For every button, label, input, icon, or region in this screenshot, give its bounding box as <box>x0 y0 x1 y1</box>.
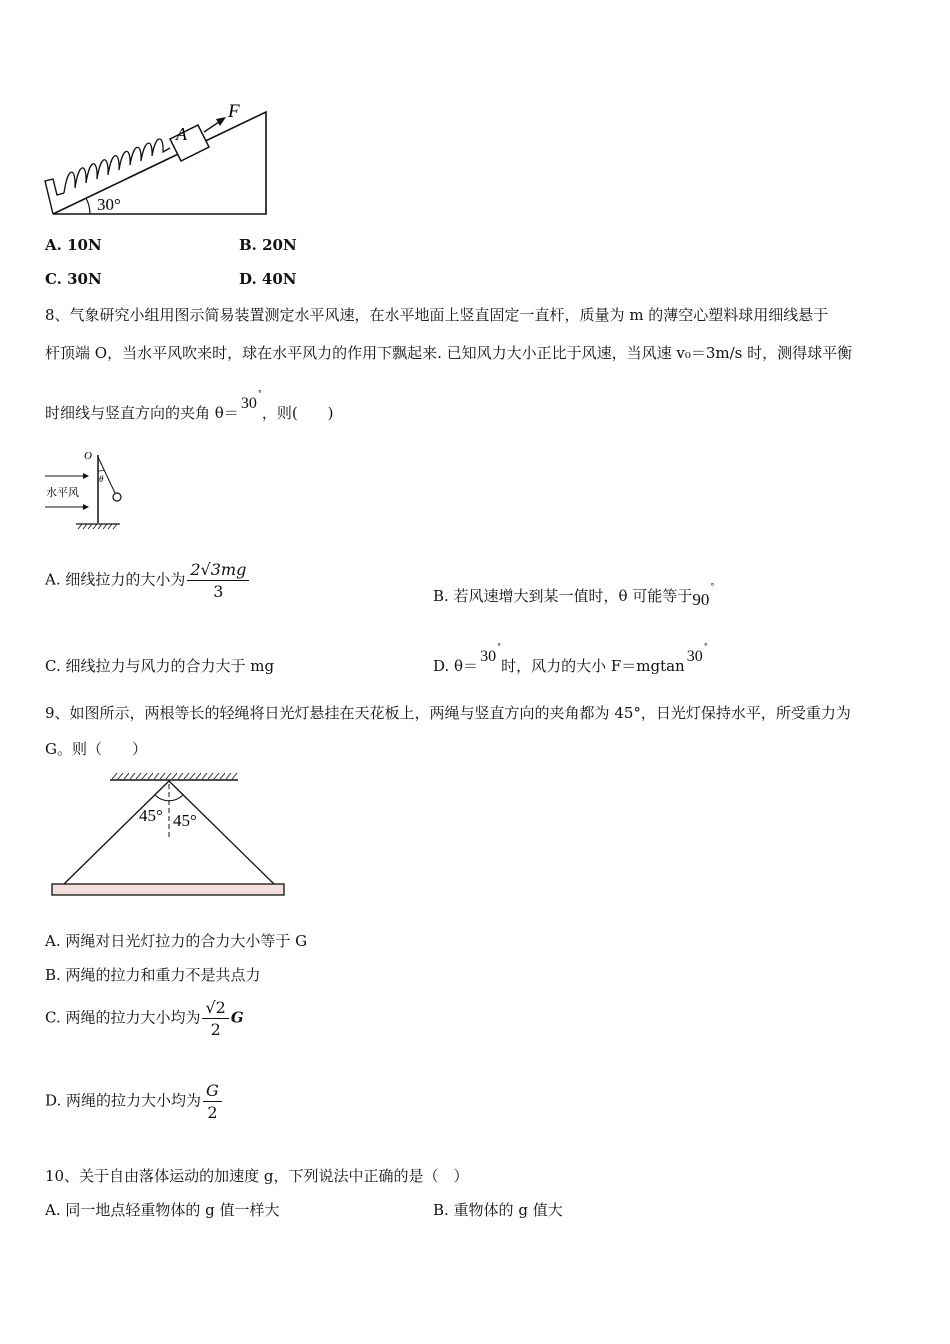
q9-stem-line-2: G。则（ ） <box>45 740 147 758</box>
fraction-root2-over-2 <box>202 998 228 1039</box>
q10-option-b: B. 重物体的 g 值大 <box>433 1201 563 1219</box>
fraction-G-over-2 <box>203 1081 222 1122</box>
block-label: A <box>176 124 187 144</box>
wind-label: 水平风 <box>46 486 79 499</box>
q8-option-d-middle: 时，风力的大小 F＝mgtan <box>501 657 685 675</box>
fraction-numerator: √2 <box>202 998 228 1019</box>
q8-option-a-prefix: A. 细线拉力的大小为 <box>45 570 186 589</box>
q10-stem-line-1: 10、关于自由落体运动的加速度 g，下列说法中正确的是（ ） <box>45 1167 469 1185</box>
angle-value-2: 30 <box>686 648 703 665</box>
pivot-label: O <box>84 450 92 462</box>
q7-option-c: C. 30N <box>45 270 102 288</box>
q8-option-d <box>433 642 708 676</box>
q8-option-a <box>45 560 251 601</box>
q7-option-b: B. 20N <box>239 236 297 254</box>
q9-option-a: A. 两绳对日光灯拉力的合力大小等于 G <box>45 932 308 950</box>
q10-option-a: A. 同一地点轻重物体的 g 值一样大 <box>45 1201 280 1219</box>
q8-stem-line-3-prefix: 时细线与竖直方向的夹角 θ＝ <box>45 404 239 422</box>
q9-option-c <box>45 998 244 1039</box>
q8-option-b-prefix: B. 若风速增大到某一值时，θ 可能等于 <box>433 587 693 605</box>
degree-mark: ° <box>257 389 262 398</box>
q8-stem-line-3-suffix: ，则( ) <box>261 404 334 422</box>
q7-option-a: A. 10N <box>45 236 102 254</box>
lamp-tube <box>52 884 284 895</box>
angle-label: 30° <box>97 195 121 214</box>
q8-option-b <box>433 582 715 609</box>
hanging-lamp-figure <box>48 770 288 900</box>
q7-option-d: D. 40N <box>239 270 297 288</box>
degree-mark: ° <box>710 582 715 591</box>
q9-option-d <box>45 1081 224 1122</box>
degree-mark-2: ° <box>703 642 708 651</box>
angle-value: 30 <box>480 648 497 665</box>
fraction-denominator: 2 <box>210 1020 221 1039</box>
q9-option-c-suffix: G <box>230 1008 244 1027</box>
fraction-denominator: 3 <box>213 582 224 601</box>
wind-pendulum-figure <box>42 447 132 537</box>
degree-mark: ° <box>497 642 502 651</box>
q9-option-b: B. 两绳的拉力和重力不是共点力 <box>45 966 261 984</box>
right-angle-label: 45° <box>173 811 197 830</box>
q9-stem-line-1: 9、如图所示，两根等长的轻绳将日光灯悬挂在天花板上，两绳与竖直方向的夹角都为 45°，日光灯保持水平，所受重力为 <box>45 704 851 722</box>
q8-option-c: C. 细线拉力与风力的合力大于 mg <box>45 657 275 675</box>
q8-stem-line-3 <box>45 389 334 423</box>
incline-spring-figure <box>40 95 275 225</box>
q8-stem-line-1: 8、气象研究小组用图示简易装置测定水平风速，在水平地面上竖直固定一直杆，质量为 m 的薄空心塑料球用细线悬于 <box>45 306 829 324</box>
fraction-numerator: G <box>203 1081 222 1102</box>
q9-option-c-prefix: C. 两绳的拉力大小均为 <box>45 1008 201 1027</box>
q8-stem-line-2: 杆顶端 O，当水平风吹来时，球在水平风力的作用下飘起来. 已知风力大小正比于风速，当风速 v₀＝3m/s 时，测得球平衡 <box>45 344 853 362</box>
force-label: F <box>228 101 240 122</box>
angle-value-90: 90 <box>692 590 710 609</box>
q9-option-d-prefix: D. 两绳的拉力大小均为 <box>45 1091 202 1110</box>
fraction-denominator: 2 <box>207 1103 218 1122</box>
q8-option-d-prefix: D. θ＝ <box>433 657 479 675</box>
angle-value: 30 <box>240 395 257 412</box>
theta-label: θ <box>99 474 104 484</box>
fraction-2root3mg-over-3 <box>187 560 249 601</box>
fraction-numerator: 2√3mg <box>187 560 249 581</box>
left-angle-label: 45° <box>139 806 163 825</box>
